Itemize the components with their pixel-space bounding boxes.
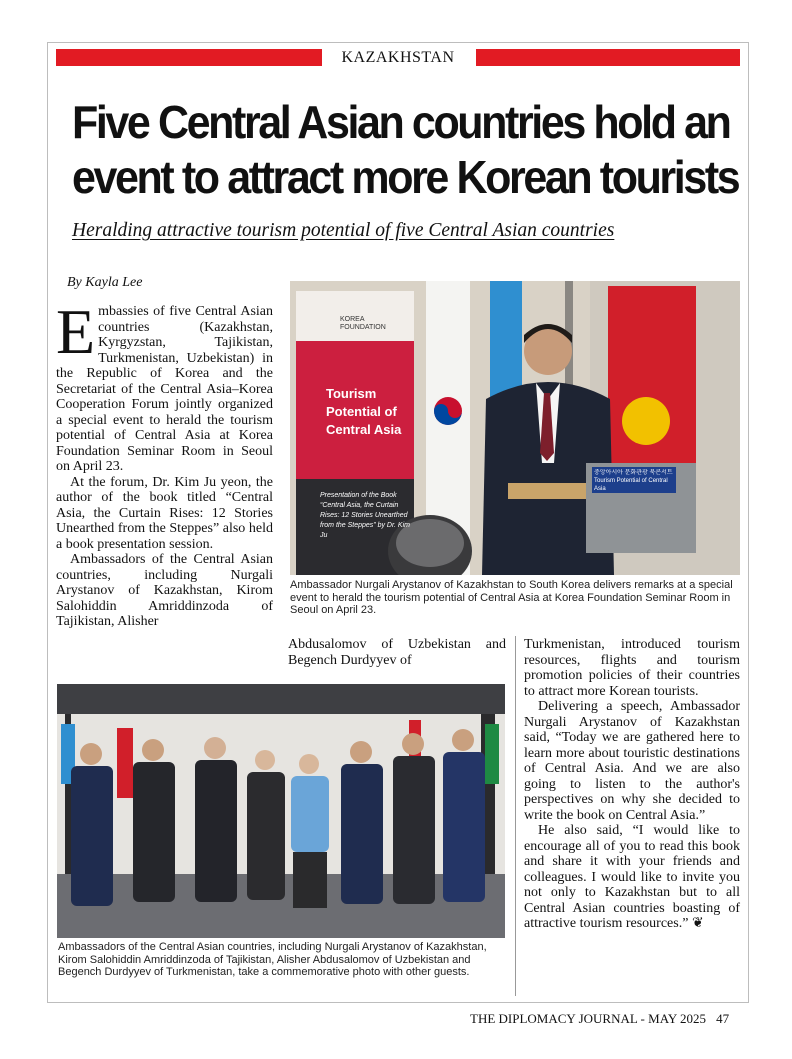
paragraph-3a: Ambassadors of the Central Asian countries, including Nurgali Arystanov of Kazakhstan, Kirom Salohiddin Amriddinzoda of Tajikistan, Alisher	[56, 552, 273, 629]
group-photo-illustration	[57, 684, 505, 938]
photo-group	[57, 684, 505, 938]
footer-journal: THE DIPLOMACY JOURNAL - MAY 2025	[470, 1011, 707, 1026]
headline: Five Central Asian countries hold an event to attract more Korean tourists	[72, 97, 739, 204]
banner-org: KOREA FOUNDATION	[340, 316, 386, 331]
banner-title: Tourism Potential of Central Asia	[326, 386, 402, 437]
paragraph-2: At the forum, Dr. Kim Ju yeon, the author of the book titled “Central Asia, the Curtain Rises: 12 Stories Unearthed from the Steppes” also held a book presentation session.	[56, 474, 273, 552]
drop-cap: E	[56, 296, 96, 367]
byline: By Kayla Lee	[67, 275, 143, 290]
subheadline: Heralding attractive tourism potential of five Central Asian countries	[72, 220, 615, 241]
page-footer	[470, 1011, 729, 1027]
paragraph-1: Embassies of five Central Asian countries (Kazakhstan, Kyrgyzstan, Tajikistan, Turkmenistan, Uzbekistan) in the Republic of Korea and the Secretariat of the Central Asia–Korea Cooperation Forum jointly organized a special event to herald the tourism potential of Central Asia at Korea Foundation Seminar Room in Seoul on April 23.	[56, 296, 273, 474]
article-column-1	[56, 296, 273, 630]
paragraph-5: He also said, “I would like to encourage all of you to read this book and share it with your friends and colleagues. I would like to invite you not only to Kazakhstan but to all Central Asian countries boasting of attractive tourism resources.” ❦	[524, 823, 740, 931]
paragraph-3b: Abdusalomov of Uzbekistan and Begench Durdyyev of	[288, 637, 506, 668]
paragraph-4: Delivering a speech, Ambassador Nurgali Arystanov of Kazakhstan said, “Today we are gathered here to learn more about touristic destinations of Central Asia. And we are also going to listen to the author's perspectives on why she decided to write the book on Central Asia.”	[524, 699, 740, 823]
paragraph-3c: Turkmenistan, introduced tourism resources, flights and tourism promotion policies of their countries to attract more Korean tourists.	[524, 637, 740, 699]
section-bar-right	[476, 49, 740, 66]
banner-subtitle: Presentation of the Book “Central Asia, the Curtain Rises: 12 Stories Unearthed from the Steppes” by Dr. Kim Ju	[320, 492, 410, 539]
section-label: KAZAKHSTAN	[341, 49, 455, 66]
section-bar-left	[56, 49, 322, 66]
photo-speaker	[290, 281, 740, 575]
photo-group-caption: Ambassadors of the Central Asian countries, including Nurgali Arystanov of Kazakhstan, Kirom Salohiddin Amriddinzoda of Tajikistan, Alisher Abdusalomov of Uzbekistan and Begench Durdyyev of Turkmenistan, take a commemorative photo with other guests.	[58, 941, 487, 978]
end-mark-icon: ❦	[691, 916, 704, 931]
article-column-3	[524, 637, 740, 932]
podium-sign: 중앙아시아 문화관광 북콘서트 Tourism Potential of Central Asia	[594, 470, 673, 491]
article-column-2	[288, 637, 506, 668]
column-rule	[515, 636, 516, 996]
page-number: 47	[716, 1011, 730, 1026]
photo-speaker-caption: Ambassador Nurgali Arystanov of Kazakhstan to South Korea delivers remarks at a special event to herald the tourism potential of Central Asia at Korea Foundation Seminar Room in Seoul on April 23.	[290, 579, 733, 616]
